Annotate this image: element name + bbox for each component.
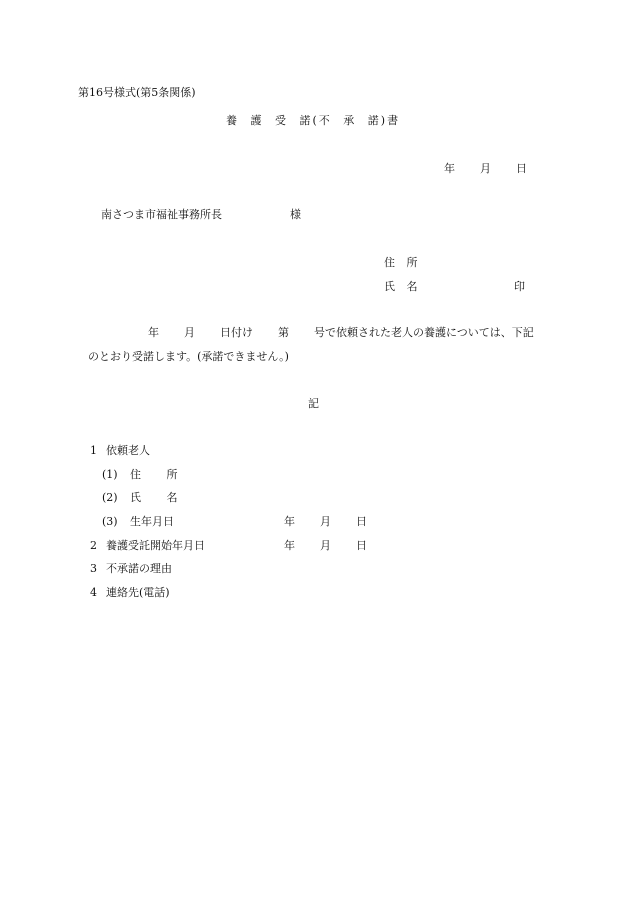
sub1-label: 住 所	[130, 468, 178, 481]
item2-year-label: 年	[284, 539, 295, 552]
ki-heading: 記	[308, 397, 319, 410]
body-month-label: 月	[184, 326, 195, 339]
item2-month-label: 月	[320, 539, 331, 552]
form-number: 第16号様式(第5条関係)	[78, 86, 196, 99]
item1-number: 1	[90, 444, 97, 457]
addressee-name: 南さつま市福祉事務所長	[101, 208, 222, 221]
sub3-label: 生年月日	[130, 515, 174, 528]
item2-label: 養護受託開始年月日	[106, 539, 205, 552]
item3-number: 3	[90, 562, 97, 575]
seal-mark: 印	[514, 280, 525, 293]
sub3-number: (3)	[102, 515, 118, 528]
body-day-label: 日付け	[220, 326, 253, 339]
item4-label: 連絡先(電話)	[106, 586, 170, 599]
item2-day-label: 日	[356, 539, 367, 552]
body-line1-text: 号で依頼された老人の養護については、下記	[314, 326, 534, 339]
sub1-number: (1)	[102, 468, 118, 481]
date-year-label: 年	[444, 162, 455, 175]
sub3-month-label: 月	[320, 515, 331, 528]
body-line2-text: のとおり受諾します。(承諾できません。)	[88, 350, 289, 363]
date-day-label: 日	[516, 162, 527, 175]
sub2-number: (2)	[102, 491, 118, 504]
addressee-honorific: 様	[290, 208, 301, 221]
item1-label: 依頼老人	[106, 444, 150, 457]
date-month-label: 月	[480, 162, 491, 175]
applicant-address-label: 住 所	[384, 256, 418, 269]
sub3-year-label: 年	[284, 515, 295, 528]
item2-number: 2	[90, 539, 97, 552]
body-number-prefix: 第	[278, 326, 289, 339]
sub2-label: 氏 名	[130, 491, 178, 504]
item4-number: 4	[90, 586, 97, 599]
item3-label: 不承諾の理由	[106, 562, 172, 575]
applicant-name-label: 氏 名	[384, 280, 418, 293]
sub3-day-label: 日	[356, 515, 367, 528]
document-title: 養 護 受 諾(不 承 諾)書	[226, 114, 401, 127]
body-year-label: 年	[148, 326, 159, 339]
